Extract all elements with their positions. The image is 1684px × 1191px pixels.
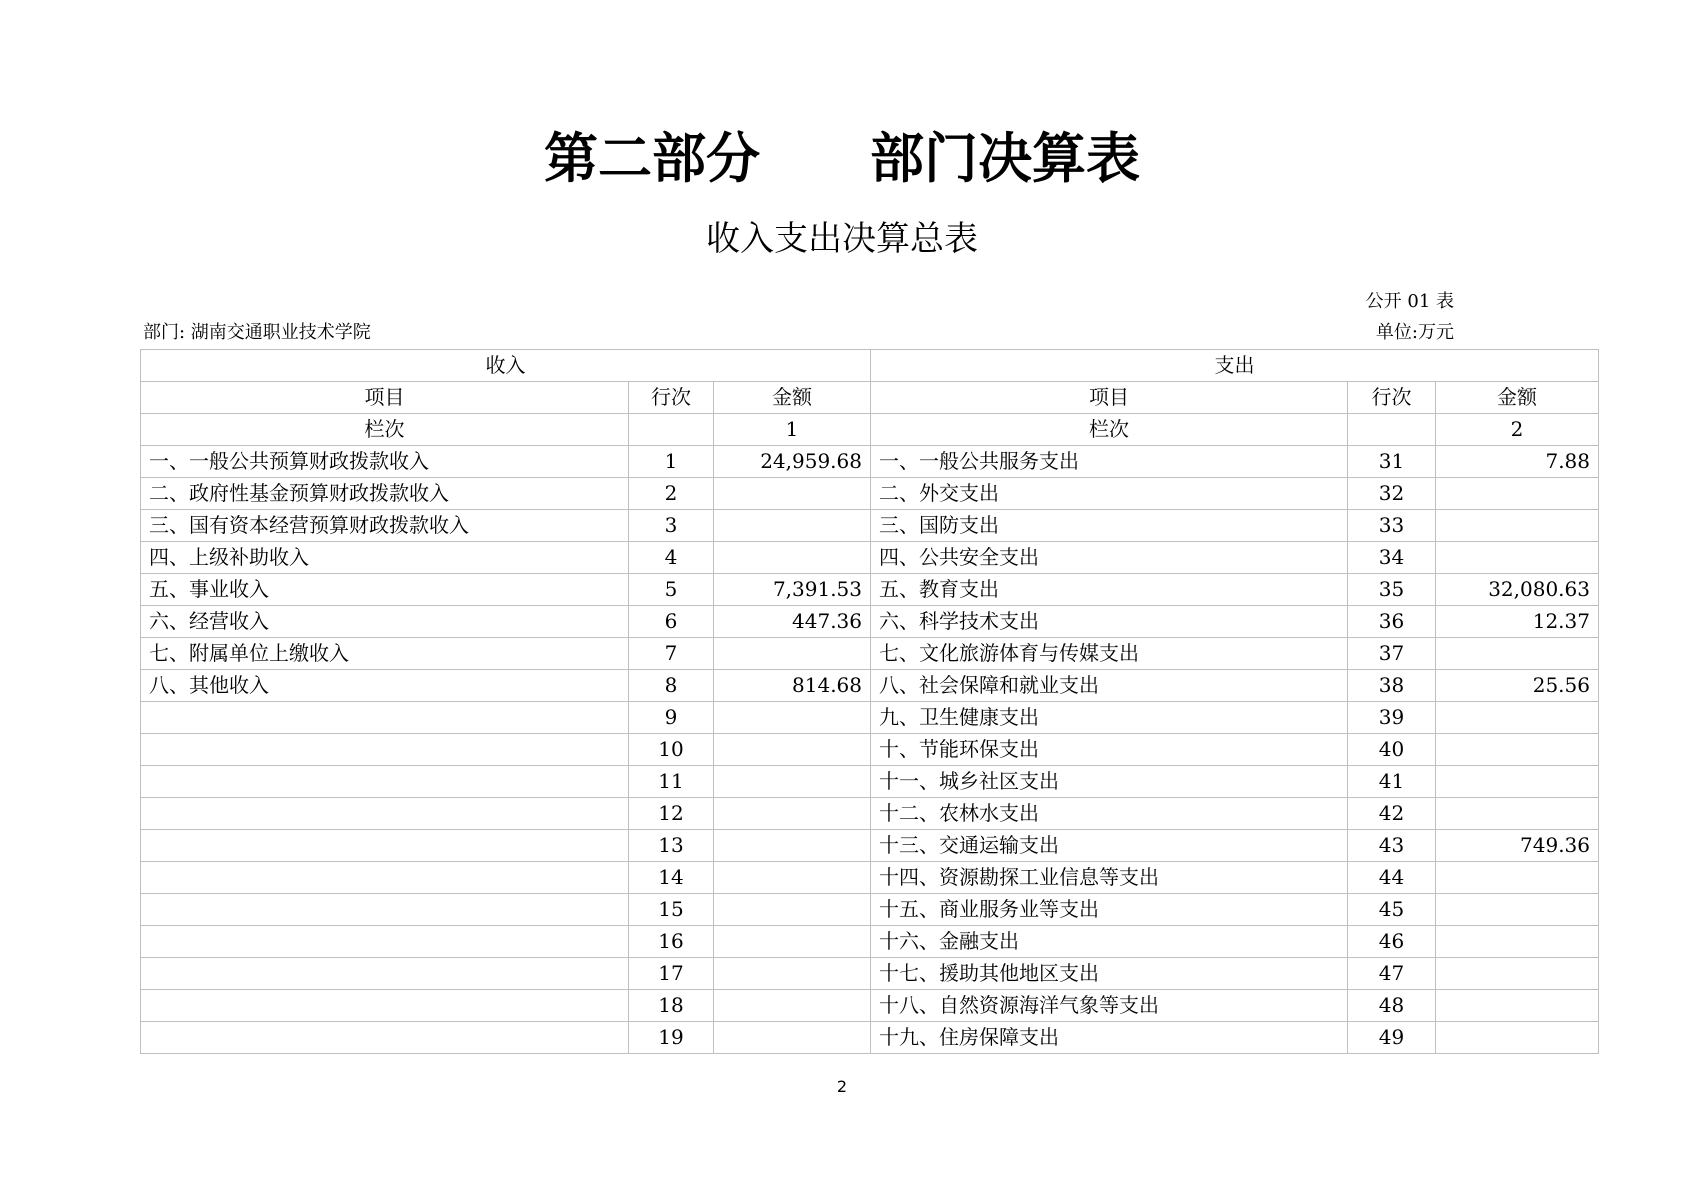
expense-item-cell: 十二、农林水支出 — [871, 798, 1348, 830]
expense-line-cell: 43 — [1348, 830, 1436, 862]
income-line-cell: 2 — [629, 478, 714, 510]
expense-line-cell: 49 — [1348, 1022, 1436, 1054]
income-amount-cell — [714, 1022, 871, 1054]
income-item-cell — [141, 734, 629, 766]
expense-amount-cell — [1436, 766, 1599, 798]
expense-line-index — [1348, 414, 1436, 446]
expense-amount-cell — [1436, 862, 1599, 894]
expense-line-cell: 39 — [1348, 702, 1436, 734]
expense-line-cell: 36 — [1348, 606, 1436, 638]
expense-line-cell: 41 — [1348, 766, 1436, 798]
expense-amount-cell — [1436, 638, 1599, 670]
table-row — [141, 798, 1599, 830]
form-code: 公开 01 表 — [1365, 291, 1454, 312]
income-amount-cell — [714, 990, 871, 1022]
expense-item-cell: 九、卫生健康支出 — [871, 702, 1348, 734]
expense-amount-cell — [1436, 734, 1599, 766]
income-line-cell: 13 — [629, 830, 714, 862]
table-row — [141, 766, 1599, 798]
expense-item-cell: 三、国防支出 — [871, 510, 1348, 542]
expense-item-cell: 十一、城乡社区支出 — [871, 766, 1348, 798]
income-line-cell: 8 — [629, 670, 714, 702]
table-row — [141, 958, 1599, 990]
table-row — [141, 894, 1599, 926]
expense-item-cell: 十七、援助其他地区支出 — [871, 958, 1348, 990]
table-row — [141, 510, 1599, 542]
income-item-cell — [141, 958, 629, 990]
expense-line-cell: 42 — [1348, 798, 1436, 830]
income-line-cell: 15 — [629, 894, 714, 926]
expense-amount-cell — [1436, 510, 1599, 542]
expense-item-cell: 六、科学技术支出 — [871, 606, 1348, 638]
income-line-cell: 18 — [629, 990, 714, 1022]
income-line-cell: 7 — [629, 638, 714, 670]
table-row — [141, 830, 1599, 862]
expense-index-label: 栏次 — [871, 414, 1348, 446]
expense-amount-cell — [1436, 542, 1599, 574]
table-row — [141, 574, 1599, 606]
income-amount-cell — [714, 478, 871, 510]
income-line-index — [629, 414, 714, 446]
column-index-row — [141, 414, 1599, 446]
income-line-cell: 17 — [629, 958, 714, 990]
income-amount-cell — [714, 702, 871, 734]
income-item-cell: 三、国有资本经营预算财政拨款收入 — [141, 510, 629, 542]
income-amount-cell — [714, 798, 871, 830]
expense-line-cell: 35 — [1348, 574, 1436, 606]
income-line-cell: 19 — [629, 1022, 714, 1054]
expense-line-cell: 33 — [1348, 510, 1436, 542]
income-item-cell: 四、上级补助收入 — [141, 542, 629, 574]
income-line-cell: 10 — [629, 734, 714, 766]
expense-item-cell: 十九、住房保障支出 — [871, 1022, 1348, 1054]
expense-item-cell: 八、社会保障和就业支出 — [871, 670, 1348, 702]
section-header-row — [141, 350, 1599, 382]
expense-item-cell: 十三、交通运输支出 — [871, 830, 1348, 862]
income-amount-index: 1 — [714, 414, 871, 446]
income-item-cell — [141, 798, 629, 830]
income-amount-cell — [714, 894, 871, 926]
income-amount-cell — [714, 766, 871, 798]
income-item-cell — [141, 862, 629, 894]
table-subtitle: 收入支出决算总表 — [706, 219, 978, 259]
income-item-cell — [141, 926, 629, 958]
expense-item-header: 项目 — [871, 382, 1348, 414]
income-amount-cell — [714, 830, 871, 862]
expense-item-cell: 一、一般公共服务支出 — [871, 446, 1348, 478]
expense-line-cell: 40 — [1348, 734, 1436, 766]
expense-line-header: 行次 — [1348, 382, 1436, 414]
income-item-header: 项目 — [141, 382, 629, 414]
income-amount-cell — [714, 926, 871, 958]
income-line-cell: 9 — [629, 702, 714, 734]
department-label: 部门: 湖南交通职业技术学院 — [143, 322, 371, 343]
expense-item-cell: 十、节能环保支出 — [871, 734, 1348, 766]
income-item-cell: 六、经营收入 — [141, 606, 629, 638]
income-line-cell: 5 — [629, 574, 714, 606]
income-line-cell: 16 — [629, 926, 714, 958]
income-item-cell: 一、一般公共预算财政拨款收入 — [141, 446, 629, 478]
income-item-cell — [141, 766, 629, 798]
table-row — [141, 638, 1599, 670]
expense-line-cell: 45 — [1348, 894, 1436, 926]
table-row — [141, 1022, 1599, 1054]
income-line-cell: 4 — [629, 542, 714, 574]
expense-line-cell: 48 — [1348, 990, 1436, 1022]
income-amount-cell — [714, 862, 871, 894]
column-header-row — [141, 382, 1599, 414]
table-row — [141, 670, 1599, 702]
expense-item-cell: 五、教育支出 — [871, 574, 1348, 606]
expense-amount-index: 2 — [1436, 414, 1599, 446]
page-title — [0, 118, 1684, 198]
expense-item-cell: 十八、自然资源海洋气象等支出 — [871, 990, 1348, 1022]
income-line-header: 行次 — [629, 382, 714, 414]
income-item-cell — [141, 894, 629, 926]
page-number: 2 — [836, 1077, 848, 1096]
expense-amount-cell — [1436, 1022, 1599, 1054]
table-row — [141, 926, 1599, 958]
title-name: 部门决算表 — [870, 126, 1140, 190]
expense-item-cell: 二、外交支出 — [871, 478, 1348, 510]
expense-amount-cell — [1436, 702, 1599, 734]
expense-amount-cell — [1436, 894, 1599, 926]
expense-amount-cell — [1436, 926, 1599, 958]
income-line-cell: 6 — [629, 606, 714, 638]
income-item-cell — [141, 1022, 629, 1054]
income-amount-cell: 24,959.68 — [714, 446, 871, 478]
table-row — [141, 606, 1599, 638]
expense-amount-cell: 32,080.63 — [1436, 574, 1599, 606]
income-item-cell: 二、政府性基金预算财政拨款收入 — [141, 478, 629, 510]
expense-item-cell: 十四、资源勘探工业信息等支出 — [871, 862, 1348, 894]
income-amount-cell — [714, 734, 871, 766]
expense-line-cell: 32 — [1348, 478, 1436, 510]
expense-amount-cell — [1436, 990, 1599, 1022]
expense-line-cell: 44 — [1348, 862, 1436, 894]
title-part: 第二部分 — [544, 126, 760, 190]
expense-header: 支出 — [871, 350, 1599, 382]
income-header: 收入 — [141, 350, 871, 382]
income-line-cell: 3 — [629, 510, 714, 542]
expense-item-cell: 七、文化旅游体育与传媒支出 — [871, 638, 1348, 670]
expense-line-cell: 37 — [1348, 638, 1436, 670]
expense-amount-cell — [1436, 798, 1599, 830]
expense-amount-header: 金额 — [1436, 382, 1599, 414]
income-item-cell — [141, 830, 629, 862]
expense-item-cell: 四、公共安全支出 — [871, 542, 1348, 574]
income-line-cell: 12 — [629, 798, 714, 830]
table-row — [141, 702, 1599, 734]
expense-item-cell: 十六、金融支出 — [871, 926, 1348, 958]
table-row — [141, 542, 1599, 574]
income-line-cell: 11 — [629, 766, 714, 798]
income-item-cell — [141, 990, 629, 1022]
expense-line-cell: 34 — [1348, 542, 1436, 574]
income-amount-cell: 447.36 — [714, 606, 871, 638]
table-row — [141, 862, 1599, 894]
expense-amount-cell — [1436, 958, 1599, 990]
table-row — [141, 478, 1599, 510]
table-row — [141, 990, 1599, 1022]
income-item-cell: 五、事业收入 — [141, 574, 629, 606]
income-amount-cell — [714, 510, 871, 542]
table-row — [141, 734, 1599, 766]
income-amount-cell: 7,391.53 — [714, 574, 871, 606]
expense-line-cell: 47 — [1348, 958, 1436, 990]
income-amount-cell — [714, 638, 871, 670]
income-item-cell: 八、其他收入 — [141, 670, 629, 702]
expense-amount-cell — [1436, 478, 1599, 510]
expense-line-cell: 31 — [1348, 446, 1436, 478]
income-line-cell: 1 — [629, 446, 714, 478]
income-index-label: 栏次 — [141, 414, 629, 446]
unit-label: 单位:万元 — [1375, 322, 1454, 343]
expense-line-cell: 46 — [1348, 926, 1436, 958]
table-row — [141, 446, 1599, 478]
income-amount-cell — [714, 542, 871, 574]
expense-amount-cell: 25.56 — [1436, 670, 1599, 702]
income-amount-cell: 814.68 — [714, 670, 871, 702]
expense-amount-cell: 7.88 — [1436, 446, 1599, 478]
income-amount-cell — [714, 958, 871, 990]
income-expense-table — [140, 349, 1599, 1054]
income-item-cell — [141, 702, 629, 734]
income-line-cell: 14 — [629, 862, 714, 894]
expense-amount-cell: 12.37 — [1436, 606, 1599, 638]
expense-line-cell: 38 — [1348, 670, 1436, 702]
expense-item-cell: 十五、商业服务业等支出 — [871, 894, 1348, 926]
expense-amount-cell: 749.36 — [1436, 830, 1599, 862]
income-item-cell: 七、附属单位上缴收入 — [141, 638, 629, 670]
income-amount-header: 金额 — [714, 382, 871, 414]
